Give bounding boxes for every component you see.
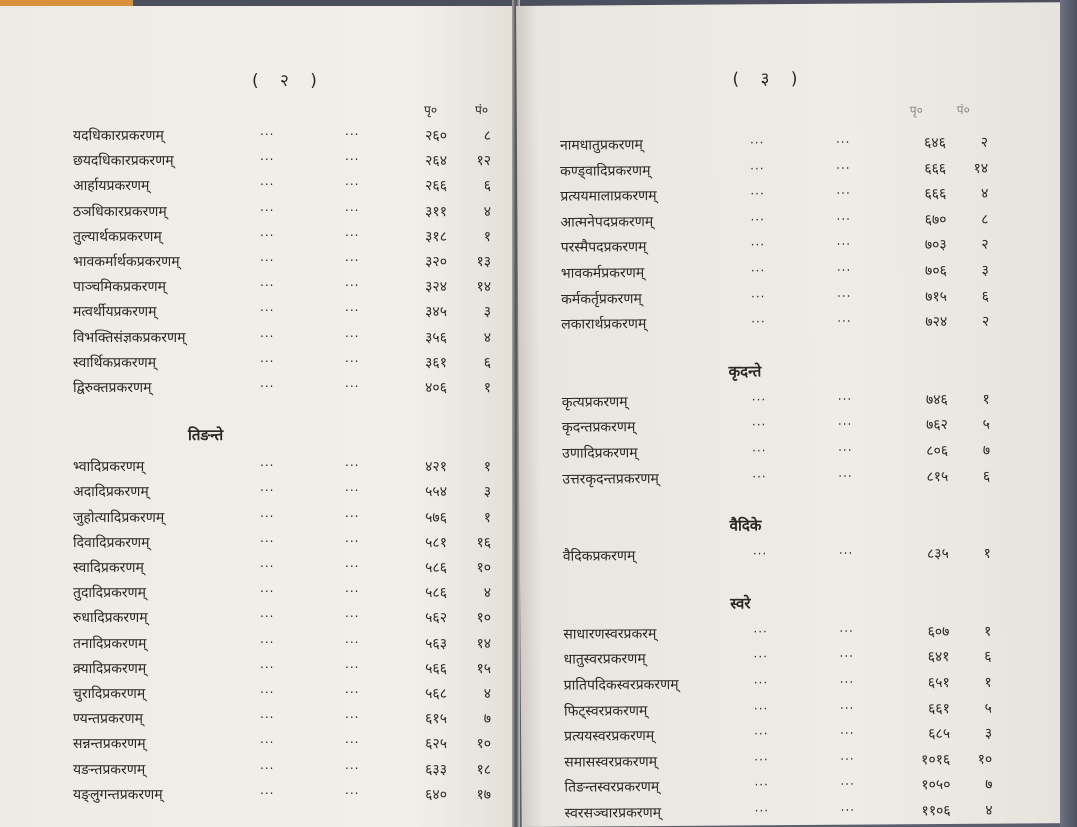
line-reference: १: [984, 674, 992, 691]
leader-dots: ...: [345, 581, 360, 596]
leader-dots: ...: [753, 621, 768, 636]
page-reference: ७२४: [925, 314, 948, 331]
page-reference: ४२१: [425, 459, 447, 476]
leader-dots: ...: [752, 465, 767, 480]
toc-entry: [562, 415, 1002, 440]
entry-title: लकारार्थप्रकरणम्: [561, 316, 647, 333]
toc-entry: [73, 224, 493, 249]
page-reference: ६०७: [927, 623, 950, 640]
leader-dots: ...: [345, 455, 360, 470]
entry-title: प्रातिपदिकस्वरप्रकरणम्: [563, 676, 679, 694]
page-reference: ३१८: [425, 228, 447, 245]
page-reference: ६१५: [425, 711, 447, 728]
line-reference: ७: [982, 442, 991, 459]
entry-title: वैदिकप्रकरणम्: [562, 548, 636, 565]
entry-title: कृत्यप्रकरणम्: [561, 394, 628, 411]
page-reference: ५६३: [425, 635, 447, 652]
leader-dots: ...: [260, 581, 275, 596]
page-reference: १०५०: [921, 777, 951, 794]
page-reference: ५७६: [425, 509, 447, 526]
line-reference: १: [982, 391, 990, 408]
entry-title: साधारणस्वरप्रकरम्: [563, 625, 657, 643]
leader-dots: ...: [839, 646, 855, 661]
entry-title: पाञ्चमिकप्रकरणम्: [73, 279, 166, 296]
leader-dots: ...: [838, 465, 853, 480]
entry-title: सन्नन्तप्रकरणम्: [73, 736, 146, 753]
leader-dots: ...: [837, 414, 853, 429]
toc-entry: [73, 199, 493, 224]
line-reference: ७: [483, 711, 491, 728]
page-reference: ८१५: [926, 468, 949, 485]
entry-title: परस्मैपदप्रकरणम्: [560, 239, 647, 257]
entry-title: स्वादिप्रकरणम्: [73, 560, 144, 576]
leader-dots: ...: [345, 732, 360, 747]
leader-dots: ...: [750, 209, 765, 224]
page-reference: ७०६: [924, 262, 947, 280]
leader-dots: ...: [838, 439, 853, 454]
toc-entry: [73, 530, 493, 555]
line-reference: ६: [981, 288, 990, 305]
toc-entry: [561, 261, 1001, 286]
line-reference: ८: [483, 128, 491, 144]
line-reference: १४: [476, 279, 491, 296]
leader-dots: ...: [260, 530, 275, 545]
leader-dots: ...: [345, 505, 360, 520]
leader-dots: ...: [840, 722, 855, 737]
leader-dots: ...: [836, 259, 852, 274]
leader-dots: ...: [839, 620, 854, 635]
entry-title: प्रत्ययस्वरप्रकरणम्: [564, 728, 655, 745]
page-reference: ७०३: [924, 237, 947, 254]
toc-entry: [561, 235, 1001, 260]
page-reference: ५८६: [425, 560, 447, 576]
leader-dots: ...: [260, 174, 275, 189]
page-reference: ३५६: [425, 329, 447, 346]
toc-entry: [564, 698, 1004, 723]
leader-dots: ...: [754, 723, 769, 738]
entry-title: यदधिकारप्रकरणम्: [73, 128, 164, 144]
toc-entry: [564, 673, 1004, 698]
leader-dots: ...: [753, 672, 769, 687]
line-reference: ३: [984, 725, 993, 742]
entry-title: तनादिप्रकरणम्: [73, 635, 147, 652]
page-reference: ३२४: [425, 279, 447, 296]
leader-dots: ...: [345, 376, 360, 390]
leader-dots: ...: [345, 530, 360, 545]
leader-dots: ...: [260, 757, 275, 772]
leader-dots: ...: [750, 157, 765, 172]
line-reference: ६: [982, 468, 991, 485]
line-reference: १: [483, 459, 491, 476]
entry-title: यङ्लुगन्तप्रकरणम्: [73, 786, 163, 803]
leader-dots: ...: [260, 124, 275, 138]
leader-dots: ...: [750, 183, 765, 198]
toc-entry: [73, 457, 493, 479]
line-reference: ३: [981, 262, 989, 279]
section-heading: स्वरे: [730, 594, 751, 613]
line-column-heading: पं०: [956, 102, 970, 117]
page-reference: ३२०: [425, 254, 447, 270]
leader-dots: ...: [835, 131, 851, 146]
line-reference: ६: [984, 649, 992, 666]
entry-title: नामधातुप्रकरणम्: [559, 137, 643, 154]
line-reference: १: [483, 509, 491, 526]
line-reference: ६: [483, 354, 491, 371]
entry-title: क्र्यादिप्रकरणम्: [73, 660, 147, 677]
entry-title: आर्हायप्रकरणम्: [73, 178, 150, 195]
toc-entry: [562, 389, 1002, 414]
leader-dots: ...: [260, 376, 275, 390]
toc-entry: [73, 709, 493, 731]
section-heading: वैदिके: [729, 516, 762, 535]
entry-title: भावकर्मप्रकरणम्: [560, 265, 645, 282]
leader-dots: ...: [345, 124, 360, 138]
leader-dots: ...: [260, 250, 275, 264]
toc-entry: [73, 325, 493, 350]
leader-dots: ...: [836, 157, 851, 172]
toc-entry: [562, 466, 1002, 491]
leader-dots: ...: [345, 782, 360, 797]
line-reference: १०: [476, 610, 491, 627]
toc-entry: [563, 544, 1003, 569]
toc-entry: [564, 724, 1004, 749]
entry-title: जुहोत्यादिप्रकरणम्: [73, 509, 165, 526]
leader-dots: ...: [837, 310, 852, 325]
page-reference: ६३३: [425, 761, 447, 778]
page-reference: ५६८: [425, 686, 447, 702]
toc-entry: [73, 378, 493, 400]
toc-entry: [73, 734, 493, 756]
leader-dots: ...: [751, 389, 767, 404]
toc-entry: [73, 656, 493, 681]
line-reference: ७: [985, 777, 993, 794]
line-reference: १८: [476, 761, 491, 778]
page-reference: ७१५: [925, 288, 948, 305]
leader-dots: ...: [260, 732, 275, 747]
page-column-heading: पृ०: [424, 103, 438, 117]
leader-dots: ...: [345, 174, 360, 189]
leader-dots: ...: [260, 325, 275, 340]
line-reference: ४: [483, 686, 491, 702]
leader-dots: ...: [836, 208, 851, 223]
leader-dots: ...: [836, 234, 852, 249]
leader-dots: ...: [260, 631, 275, 646]
page-reference: ६४१: [927, 649, 950, 666]
page-reference: ३४५: [425, 304, 447, 321]
toc-entry: [73, 782, 493, 807]
leader-dots: ...: [752, 440, 767, 455]
leader-dots: ...: [838, 542, 854, 557]
leader-dots: ...: [260, 199, 275, 214]
line-reference: १३: [476, 254, 491, 270]
page-reference: ८०६: [926, 442, 949, 460]
page-reference: ६८५: [928, 726, 951, 743]
section-heading: तिङन्ते: [188, 426, 224, 445]
entry-title: तुल्यार्थकप्रकरणम्: [73, 228, 162, 245]
toc-entry: [73, 176, 493, 198]
entry-title: उत्तरकृदन्तप्रकरणम्: [562, 470, 659, 488]
page-reference: ५६२: [425, 610, 447, 627]
leader-dots: ...: [260, 149, 275, 164]
leader-dots: ...: [260, 350, 275, 365]
leader-dots: ...: [260, 782, 275, 797]
line-reference: २: [981, 237, 989, 254]
leader-dots: ...: [840, 748, 855, 763]
line-reference: ८: [981, 211, 989, 228]
leader-dots: ...: [260, 682, 275, 696]
toc-entry: [73, 252, 493, 274]
toc-entry: [73, 631, 493, 656]
page-number: ( २ ): [252, 71, 325, 91]
leader-dots: ...: [260, 224, 275, 239]
entry-title: छयदधिकारप्रकरणम्: [73, 153, 174, 170]
toc-entry: [563, 647, 1003, 672]
page-reference: ८३५: [926, 546, 949, 563]
leader-dots: ...: [345, 350, 360, 365]
line-reference: १०: [977, 751, 993, 768]
line-reference: १४: [973, 160, 989, 177]
page-reference: ५८६: [425, 585, 447, 602]
page-reference: ५६६: [425, 660, 447, 677]
line-reference: ५: [984, 700, 992, 717]
leader-dots: ...: [836, 182, 851, 197]
leader-dots: ...: [260, 707, 275, 722]
left-page: [0, 6, 514, 827]
leader-dots: ...: [345, 631, 360, 646]
leader-dots: ...: [754, 749, 769, 764]
leader-dots: ...: [260, 556, 275, 570]
toc-entry: [73, 558, 493, 580]
leader-dots: ...: [260, 275, 275, 290]
page-column-heading: पृ०: [909, 103, 923, 118]
entry-title: चुरादिप्रकरणम्: [73, 686, 146, 702]
entry-title: स्वार्थिकप्रकरणम्: [73, 354, 157, 371]
leader-dots: ...: [260, 656, 275, 671]
toc-entry: [561, 312, 1001, 337]
toc-entry: [73, 350, 493, 375]
toc-entry: [563, 621, 1003, 646]
entry-title: दिवादिप्रकरणम्: [73, 534, 150, 551]
entry-title: धातुस्वरप्रकरणम्: [563, 651, 646, 669]
page-reference: ६५१: [927, 674, 950, 692]
leader-dots: ...: [260, 606, 275, 621]
leader-dots: ...: [345, 556, 360, 570]
entry-title: विभक्तिसंज्ञकप्रकरणम्: [73, 329, 186, 346]
toc-entry: [560, 184, 1000, 209]
page-reference: ४०६: [425, 380, 447, 396]
leader-dots: ...: [260, 480, 275, 495]
toc-entry: [560, 133, 1000, 158]
page-reference: १०१६: [921, 751, 951, 768]
entry-title: उणादिप्रकरणम्: [562, 445, 638, 462]
leader-dots: ...: [840, 774, 855, 789]
page-reference: ५५४: [425, 484, 447, 501]
line-reference: ५: [982, 417, 990, 434]
line-reference: १७: [476, 786, 491, 803]
line-reference: १: [984, 623, 992, 640]
entry-title: भ्वादिप्रकरणम्: [73, 459, 145, 476]
leader-dots: ...: [750, 260, 766, 275]
line-reference: १: [483, 380, 491, 396]
leader-dots: ...: [345, 480, 360, 495]
page-reference: ३६१: [425, 354, 447, 371]
leader-dots: ...: [345, 757, 360, 772]
line-reference: २: [981, 313, 990, 330]
toc-entry: [73, 302, 493, 324]
toc-entry: [565, 801, 1005, 826]
toc-entry: [73, 608, 493, 630]
entry-title: स्वरसञ्चारप्रकरणम्: [564, 805, 662, 822]
line-reference: ४: [483, 585, 491, 602]
line-reference: ४: [985, 802, 993, 819]
leader-dots: ...: [837, 388, 853, 403]
leader-dots: ...: [754, 774, 769, 789]
line-reference: १०: [476, 736, 491, 753]
leader-dots: ...: [836, 285, 852, 300]
right-edge: [1060, 0, 1077, 827]
entry-title: द्विरुक्तप्रकरणम्: [73, 380, 152, 396]
right-page: [516, 2, 1068, 827]
entry-title: कण्ड्वादिप्रकरणम्: [560, 162, 651, 180]
line-reference: २: [980, 134, 989, 151]
toc-entry: [564, 749, 1004, 774]
line-reference: १५: [476, 660, 491, 677]
toc-entry: [73, 151, 493, 173]
line-reference: १४: [476, 635, 491, 652]
toc-entry: [73, 583, 493, 605]
leader-dots: ...: [839, 671, 855, 686]
page-reference: ६४६: [924, 135, 947, 152]
line-reference: १: [983, 545, 991, 562]
entry-title: कृदन्तप्रकरणम्: [561, 419, 636, 437]
toc-entry: [73, 277, 493, 299]
leader-dots: ...: [260, 505, 275, 520]
line-reference: १०: [476, 560, 491, 576]
line-column-heading: पं०: [475, 103, 489, 117]
leader-dots: ...: [749, 132, 765, 147]
entry-title: यङन्तप्रकरणम्: [73, 761, 146, 778]
line-reference: ४: [980, 185, 989, 202]
entry-title: समासस्वरप्रकरणम्: [564, 753, 658, 771]
leader-dots: ...: [260, 300, 275, 315]
line-reference: १: [483, 228, 491, 245]
page-reference: २६६: [425, 178, 447, 195]
line-reference: ४: [483, 203, 491, 220]
section-heading: कृदन्ते: [728, 362, 762, 381]
leader-dots: ...: [750, 234, 766, 249]
leader-dots: ...: [750, 285, 766, 300]
leader-dots: ...: [345, 325, 360, 340]
line-reference: १२: [476, 153, 491, 170]
leader-dots: ...: [840, 799, 856, 814]
toc-entry: [73, 684, 493, 706]
line-reference: ४: [483, 329, 491, 346]
page-reference: ६६१: [928, 700, 950, 717]
leader-dots: ...: [345, 656, 360, 671]
page-reference: ६४०: [425, 786, 447, 803]
entry-title: कर्मकर्तृप्रकरणम्: [560, 290, 642, 308]
entry-title: फिट्स्वरप्रकरणम्: [563, 702, 648, 720]
leader-dots: ...: [345, 149, 360, 164]
entry-title: प्रत्ययमालाप्रकरणम्: [560, 188, 657, 205]
toc-entry: [73, 757, 493, 782]
leader-dots: ...: [345, 250, 360, 264]
line-reference: ३: [483, 304, 491, 321]
line-reference: ६: [483, 178, 491, 195]
leader-dots: ...: [753, 697, 769, 712]
page-reference: ७४६: [925, 391, 948, 408]
toc-entry: [73, 505, 493, 530]
page-reference: २६४: [425, 153, 447, 170]
entry-title: रुधादिप्रकरणम्: [73, 610, 148, 627]
leader-dots: ...: [345, 275, 360, 290]
toc-entry: [561, 286, 1001, 311]
leader-dots: ...: [751, 414, 767, 429]
page-number: ( ३ ): [732, 68, 806, 90]
entry-title: तुदादिप्रकरणम्: [73, 585, 147, 602]
page-reference: ५८१: [425, 534, 447, 551]
leader-dots: ...: [345, 224, 360, 239]
entry-title: ठञधिकारप्रकरणम्: [73, 203, 167, 220]
page-reference: ६६६: [924, 160, 947, 177]
leader-dots: ...: [839, 697, 855, 712]
leader-dots: ...: [345, 199, 360, 214]
leader-dots: ...: [345, 606, 360, 621]
entry-title: अदादिप्रकरणम्: [73, 484, 149, 501]
entry-title: मत्वर्थीयप्रकरणम्: [73, 304, 157, 321]
leader-dots: ...: [345, 707, 360, 722]
entry-title: आत्मनेपदप्रकरणम्: [560, 213, 654, 231]
toc-entry: [562, 441, 1002, 466]
toc-entry: [560, 158, 1000, 183]
leader-dots: ...: [751, 311, 766, 326]
leader-dots: ...: [753, 646, 769, 661]
leader-dots: ...: [754, 800, 770, 815]
page-reference: ७६२: [926, 417, 948, 434]
leader-dots: ...: [752, 543, 768, 558]
toc-entry: [73, 126, 493, 148]
leader-dots: ...: [260, 455, 275, 470]
line-reference: १६: [476, 534, 491, 551]
page-reference: ६६६: [924, 186, 947, 203]
toc-entry: [564, 775, 1004, 800]
page-reference: ३११: [425, 203, 447, 220]
entry-title: भावकर्मार्थकप्रकरणम्: [73, 254, 180, 270]
entry-title: तिङन्तस्वरप्रकरणम्: [564, 779, 660, 797]
toc-entry: [73, 482, 493, 504]
toc-entry: [560, 209, 1000, 234]
page-reference: ६२५: [425, 736, 447, 753]
leader-dots: ...: [345, 300, 360, 315]
entry-title: ण्यन्तप्रकरणम्: [73, 711, 143, 728]
page-reference: ६७०: [924, 211, 947, 228]
page-reference: ११०६: [921, 802, 951, 820]
leader-dots: ...: [345, 682, 360, 696]
line-reference: ३: [483, 484, 491, 501]
page-reference: २६०: [425, 128, 447, 144]
